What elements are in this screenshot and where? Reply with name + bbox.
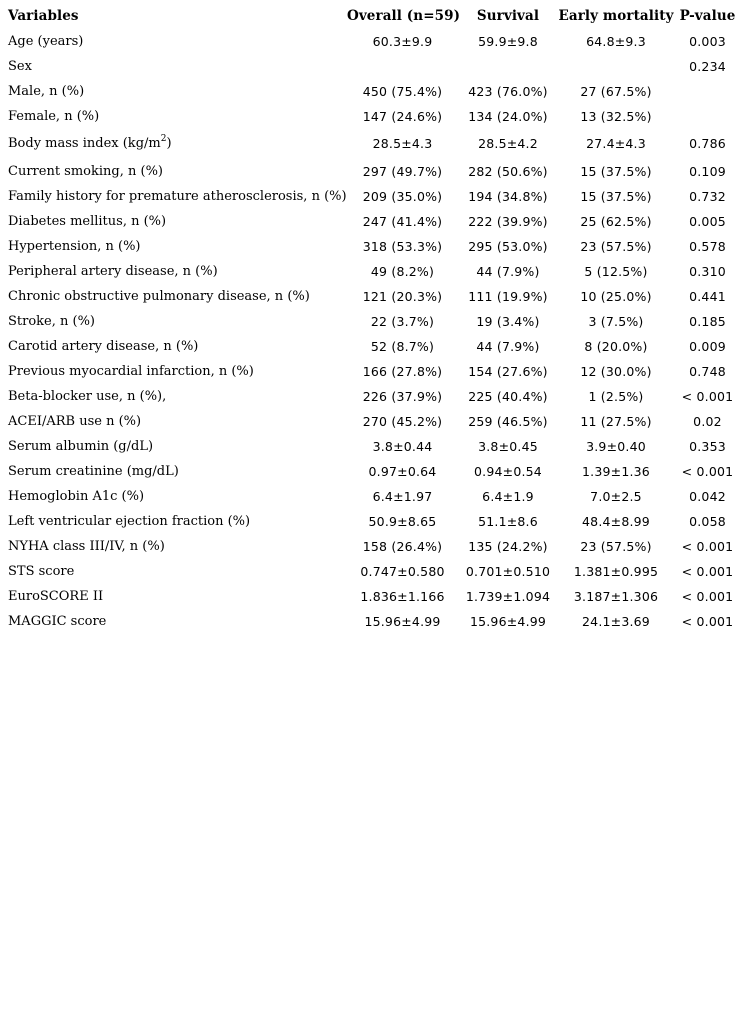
overall-value bbox=[347, 54, 458, 79]
early-mortality-value: 23 (57.5%) bbox=[580, 239, 652, 254]
variable-label: Peripheral artery disease, n (%) bbox=[8, 264, 218, 279]
early-mortality-value: 10 (25.0%) bbox=[580, 289, 652, 304]
table-row bbox=[0, 29, 741, 54]
p-value: 0.234 bbox=[689, 59, 726, 74]
p-value: 0.02 bbox=[693, 414, 722, 429]
variable-label: Hypertension, n (%) bbox=[8, 239, 141, 254]
p-value: 0.042 bbox=[689, 489, 726, 504]
variable-label: STS score bbox=[8, 564, 75, 579]
early-mortality-value: 12 (30.0%) bbox=[580, 364, 652, 379]
variable-label: Chronic obstructive pulmonary disease, n (%) bbox=[8, 289, 310, 304]
overall-value: 209 (35.0%) bbox=[362, 189, 443, 204]
survival-value: 0.94±0.54 bbox=[474, 464, 542, 479]
p-value: < 0.001 bbox=[681, 589, 734, 604]
overall-value: 15.96±4.99 bbox=[364, 614, 441, 629]
variable-label: Age (years) bbox=[8, 34, 84, 49]
variable-label: Hemoglobin A1c (%) bbox=[8, 489, 145, 504]
overall-value: 1.836±1.166 bbox=[360, 589, 445, 604]
early-mortality-value: 8 (20.0%) bbox=[584, 339, 648, 354]
early-mortality-value: 25 (62.5%) bbox=[580, 214, 652, 229]
early-mortality-value: 1 (2.5%) bbox=[588, 389, 644, 404]
variable-label: Female, n (%) bbox=[8, 109, 100, 124]
variable-label: Previous myocardial infarction, n (%) bbox=[8, 364, 254, 379]
early-mortality-value: 64.8±9.3 bbox=[586, 34, 646, 49]
overall-value: 247 (41.4%) bbox=[362, 214, 443, 229]
survival-value: 259 (46.5%) bbox=[468, 414, 548, 429]
survival-value: 44 (7.9%) bbox=[476, 339, 540, 354]
survival-value: 423 (76.0%) bbox=[468, 84, 548, 99]
variable-label: Serum creatinine (mg/dL) bbox=[8, 464, 179, 479]
table-row bbox=[0, 209, 741, 234]
variable-label: ACEI/ARB use n (%) bbox=[8, 414, 142, 429]
p-value: 0.353 bbox=[689, 439, 726, 454]
overall-value: 147 (24.6%) bbox=[362, 109, 443, 124]
variable-label: NYHA class III/IV, n (%) bbox=[8, 539, 165, 554]
table-body bbox=[0, 29, 741, 634]
survival-value: 134 (24.0%) bbox=[468, 109, 548, 124]
table-row bbox=[0, 234, 741, 259]
early-mortality-value: 15 (37.5%) bbox=[580, 164, 652, 179]
survival-value: 194 (34.8%) bbox=[468, 189, 548, 204]
variable-label: Stroke, n (%) bbox=[8, 314, 96, 329]
survival-value: 44 (7.9%) bbox=[476, 264, 540, 279]
overall-value: 50.9±8.65 bbox=[368, 514, 437, 529]
table-row bbox=[0, 409, 741, 434]
overall-value: 121 (20.3%) bbox=[362, 289, 443, 304]
p-value: < 0.001 bbox=[681, 389, 734, 404]
early-mortality-value: 3.187±1.306 bbox=[573, 589, 659, 604]
early-mortality-value: 27 (67.5%) bbox=[580, 84, 652, 99]
survival-value: 222 (39.9%) bbox=[468, 214, 548, 229]
early-mortality-value bbox=[558, 54, 674, 79]
early-mortality-value: 24.1±3.69 bbox=[582, 614, 650, 629]
p-value: 0.310 bbox=[689, 264, 726, 279]
survival-value: 135 (24.2%) bbox=[468, 539, 548, 554]
table-row bbox=[0, 54, 741, 79]
survival-value: 0.701±0.510 bbox=[465, 564, 551, 579]
overall-value: 28.5±4.3 bbox=[372, 136, 433, 151]
table-row bbox=[0, 284, 741, 309]
variable-label: MAGGIC score bbox=[8, 614, 107, 629]
variable-label: Left ventricular ejection fraction (%) bbox=[8, 514, 251, 529]
table-row bbox=[0, 104, 741, 129]
header-variables: Variables bbox=[8, 8, 79, 24]
survival-value: 51.1±8.6 bbox=[478, 514, 538, 529]
table-row bbox=[0, 384, 741, 409]
p-value: 0.185 bbox=[689, 314, 726, 329]
overall-value: 297 (49.7%) bbox=[362, 164, 443, 179]
table-row bbox=[0, 334, 741, 359]
p-value: 0.732 bbox=[689, 189, 726, 204]
table-row bbox=[0, 129, 741, 159]
variable-label: Male, n (%) bbox=[8, 84, 85, 99]
survival-value: 1.739±1.094 bbox=[465, 589, 551, 604]
survival-value: 15.96±4.99 bbox=[469, 614, 547, 629]
variable-label: Family history for premature atherosclerosis, n (%) bbox=[8, 189, 347, 204]
table-row bbox=[0, 79, 741, 104]
early-mortality-value: 5 (12.5%) bbox=[584, 264, 648, 279]
overall-value: 52 (8.7%) bbox=[370, 339, 435, 354]
baseline-characteristics-table-container bbox=[0, 4, 741, 634]
overall-value: 22 (3.7%) bbox=[370, 314, 435, 329]
header-survival: Survival bbox=[476, 8, 540, 24]
p-value: < 0.001 bbox=[681, 614, 734, 629]
survival-value: 19 (3.4%) bbox=[476, 314, 540, 329]
early-mortality-value: 3 (7.5%) bbox=[588, 314, 644, 329]
superscript: 2 bbox=[160, 134, 167, 144]
header-p-value: P-value bbox=[679, 8, 736, 24]
survival-value: 295 (53.0%) bbox=[468, 239, 548, 254]
table-row bbox=[0, 309, 741, 334]
p-value: < 0.001 bbox=[681, 564, 734, 579]
survival-value: 111 (19.9%) bbox=[468, 289, 548, 304]
header-early-mortality: Early mortality bbox=[558, 8, 674, 24]
early-mortality-value: 23 (57.5%) bbox=[580, 539, 652, 554]
overall-value: 226 (37.9%) bbox=[362, 389, 443, 404]
variable-label bbox=[0, 129, 347, 159]
p-value: 0.109 bbox=[689, 164, 726, 179]
early-mortality-value: 7.0±2.5 bbox=[590, 489, 642, 504]
survival-value: 6.4±1.9 bbox=[482, 489, 534, 504]
early-mortality-value: 1.39±1.36 bbox=[582, 464, 650, 479]
overall-value: 6.4±1.97 bbox=[372, 489, 433, 504]
variable-label: Serum albumin (g/dL) bbox=[8, 439, 154, 454]
overall-value: 450 (75.4%) bbox=[362, 84, 443, 99]
survival-value: 3.8±0.45 bbox=[478, 439, 538, 454]
table-row bbox=[0, 534, 741, 559]
p-value: 0.003 bbox=[689, 34, 726, 49]
variable-label: Sex bbox=[8, 59, 32, 74]
p-value: 0.578 bbox=[689, 239, 726, 254]
survival-value: 59.9±9.8 bbox=[478, 34, 538, 49]
variable-label: Carotid artery disease, n (%) bbox=[8, 339, 199, 354]
survival-value: 225 (40.4%) bbox=[468, 389, 548, 404]
early-mortality-value: 15 (37.5%) bbox=[580, 189, 652, 204]
header-overall: Overall (n=59) bbox=[347, 8, 461, 24]
overall-value: 0.97±0.64 bbox=[368, 464, 437, 479]
table-row bbox=[0, 609, 741, 634]
table-row bbox=[0, 359, 741, 384]
p-value: 0.005 bbox=[689, 214, 726, 229]
early-mortality-value: 13 (32.5%) bbox=[580, 109, 652, 124]
baseline-characteristics-table bbox=[0, 4, 741, 634]
overall-value: 49 (8.2%) bbox=[370, 264, 435, 279]
overall-value: 3.8±0.44 bbox=[372, 439, 433, 454]
table-row bbox=[0, 459, 741, 484]
variable-label-suffix: ) bbox=[166, 136, 172, 151]
p-value: < 0.001 bbox=[681, 464, 734, 479]
table-row bbox=[0, 509, 741, 534]
overall-value: 158 (26.4%) bbox=[362, 539, 443, 554]
p-value: 0.441 bbox=[689, 289, 726, 304]
survival-value: 28.5±4.2 bbox=[478, 136, 538, 151]
early-mortality-value: 3.9±0.40 bbox=[586, 439, 646, 454]
early-mortality-value: 27.4±4.3 bbox=[586, 136, 646, 151]
table-row bbox=[0, 559, 741, 584]
survival-value: 154 (27.6%) bbox=[468, 364, 548, 379]
variable-label: Current smoking, n (%) bbox=[8, 164, 163, 179]
table-row bbox=[0, 484, 741, 509]
early-mortality-value: 1.381±0.995 bbox=[573, 564, 659, 579]
variable-label-text: Body mass index (kg/m bbox=[8, 136, 161, 151]
variable-label: EuroSCORE II bbox=[8, 589, 104, 604]
overall-value: 60.3±9.9 bbox=[372, 34, 433, 49]
overall-value: 0.747±0.580 bbox=[360, 564, 445, 579]
early-mortality-value: 11 (27.5%) bbox=[580, 414, 652, 429]
table-row bbox=[0, 159, 741, 184]
table-row bbox=[0, 584, 741, 609]
variable-label: Beta-blocker use, n (%), bbox=[8, 389, 167, 404]
p-value: 0.058 bbox=[689, 514, 726, 529]
variable-label: Diabetes mellitus, n (%) bbox=[8, 214, 167, 229]
early-mortality-value: 48.4±8.99 bbox=[582, 514, 650, 529]
table-row bbox=[0, 259, 741, 284]
table-row bbox=[0, 434, 741, 459]
survival-value: 282 (50.6%) bbox=[468, 164, 548, 179]
p-value: 0.748 bbox=[689, 364, 726, 379]
table-row bbox=[0, 184, 741, 209]
p-value bbox=[674, 79, 741, 104]
table-header bbox=[0, 4, 741, 29]
overall-value: 270 (45.2%) bbox=[362, 414, 443, 429]
survival-value bbox=[458, 54, 558, 79]
overall-value: 318 (53.3%) bbox=[362, 239, 443, 254]
header-row bbox=[0, 4, 741, 29]
p-value bbox=[674, 104, 741, 129]
p-value: 0.009 bbox=[689, 339, 726, 354]
overall-value: 166 (27.8%) bbox=[362, 364, 443, 379]
p-value: < 0.001 bbox=[681, 539, 734, 554]
p-value: 0.786 bbox=[689, 136, 726, 151]
